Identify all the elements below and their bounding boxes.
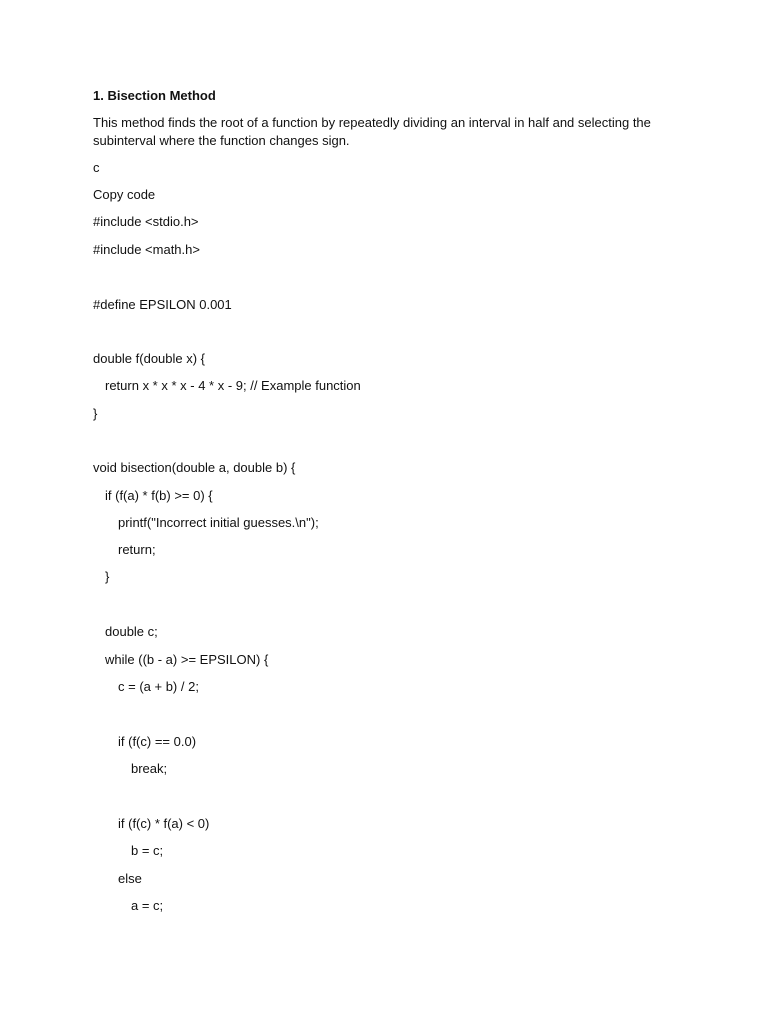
code-line: else (118, 871, 142, 886)
code-line: return x * x * x - 4 * x - 9; // Example function (105, 378, 361, 393)
section-heading: 1. Bisection Method (93, 88, 216, 103)
code-line: } (105, 569, 110, 584)
intro-line-2: subinterval where the function changes sign. (93, 133, 350, 148)
code-line: } (93, 406, 98, 421)
code-language-label: c (93, 160, 100, 175)
code-line: break; (131, 761, 168, 776)
copy-code-label[interactable]: Copy code (93, 187, 156, 202)
code-line: printf("Incorrect initial guesses.\n"); (118, 515, 319, 530)
code-line: b = c; (131, 843, 164, 858)
intro-line-1: This method finds the root of a function by repeatedly dividing an interval in half and selecting the (93, 115, 651, 130)
code-line: void bisection(double a, double b) { (93, 460, 296, 475)
code-line: double c; (105, 624, 158, 639)
code-line: #define EPSILON 0.001 (93, 297, 232, 312)
code-line: while ((b - a) >= EPSILON) { (105, 652, 269, 667)
code-line: if (f(c) * f(a) < 0) (118, 816, 210, 831)
code-line: double f(double x) { (93, 351, 206, 366)
code-line: return; (118, 542, 156, 557)
code-line: c = (a + b) / 2; (118, 679, 199, 694)
code-line: if (f(a) * f(b) >= 0) { (105, 488, 213, 503)
code-line: #include <stdio.h> (93, 214, 199, 229)
code-line: #include <math.h> (93, 242, 200, 257)
code-line: a = c; (131, 898, 164, 913)
code-line: if (f(c) == 0.0) (118, 734, 197, 749)
